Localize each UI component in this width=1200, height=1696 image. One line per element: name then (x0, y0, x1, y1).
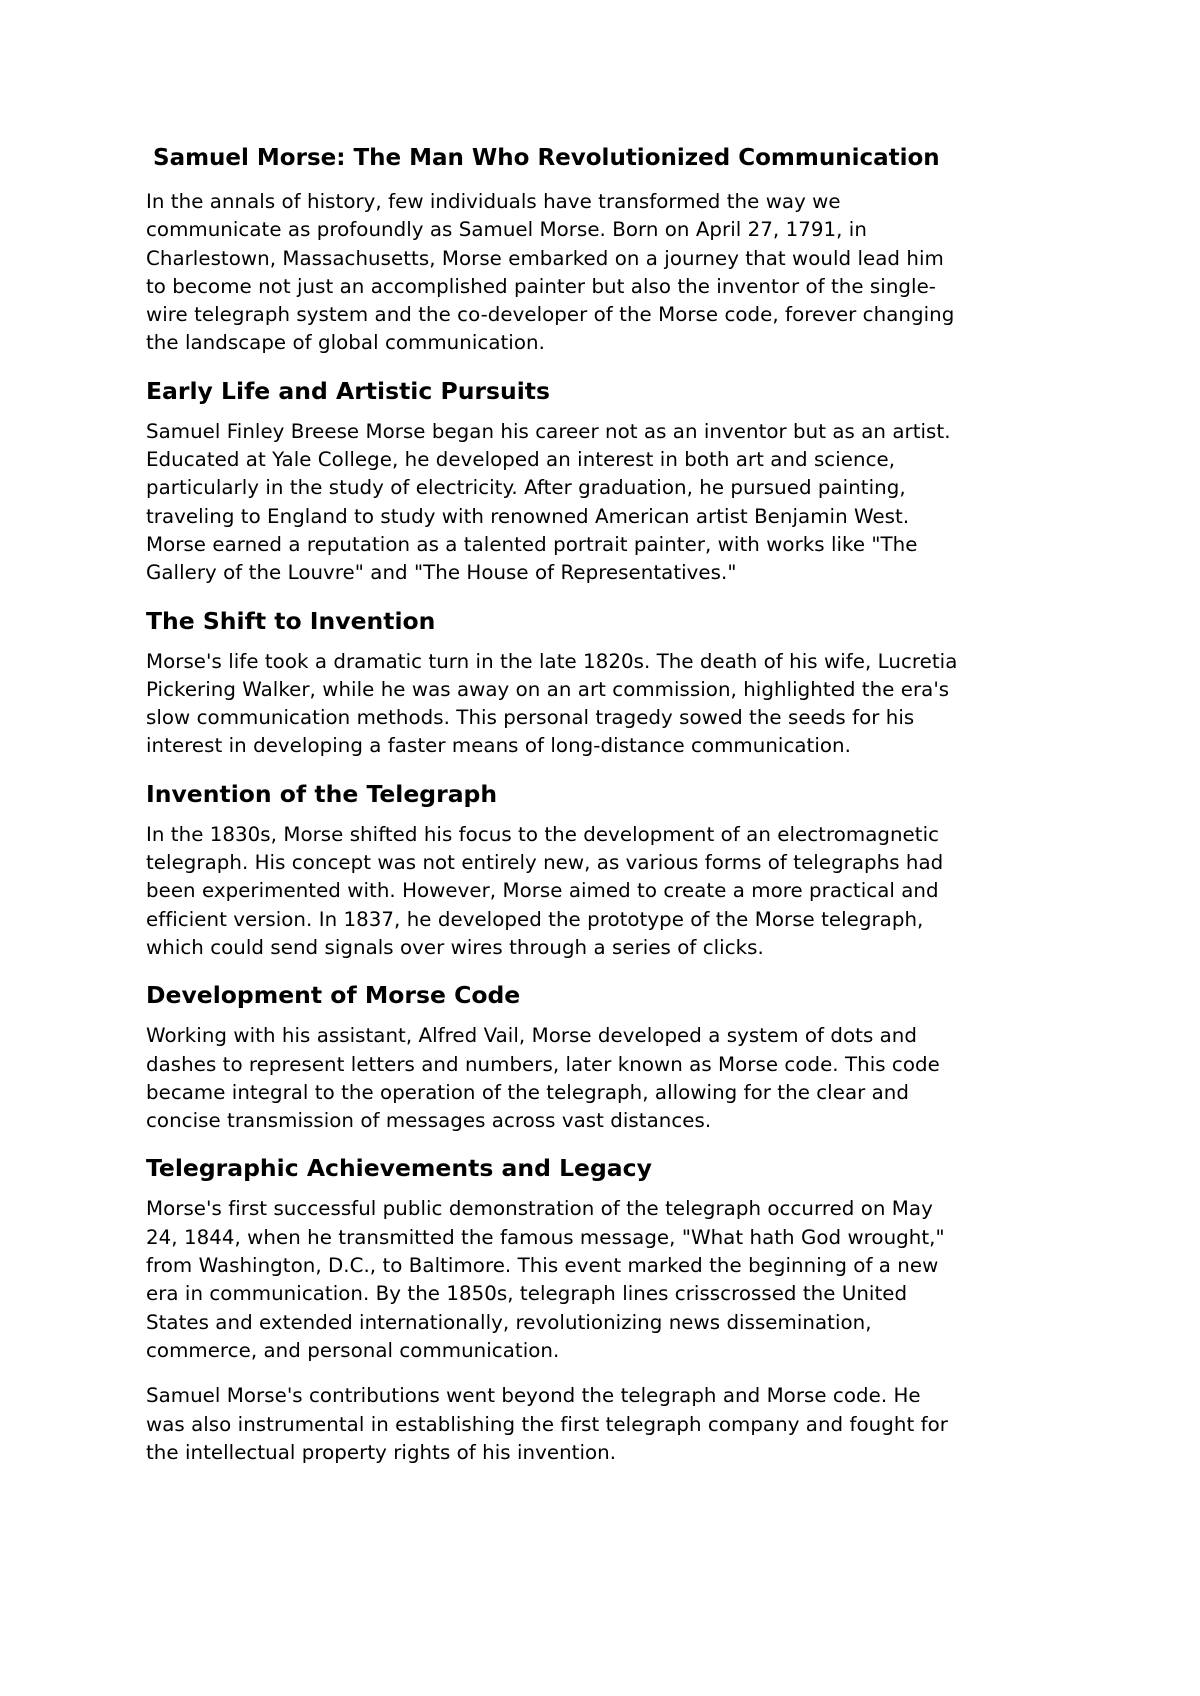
section-invention-of-telegraph (146, 778, 1076, 962)
section-paragraph (146, 821, 1076, 962)
paragraph-line: Educated at Yale College, he developed an interest in both art and science, (146, 448, 896, 472)
section-morse-code (146, 979, 1076, 1135)
paragraph-line: the intellectual property rights of his invention. (146, 1440, 617, 1464)
paragraph-line: Working with his assistant, Alfred Vail, Morse developed a system of dots and (146, 1024, 917, 1048)
paragraph-line: Pickering Walker, while he was away on an art commission, highlighted the era's (146, 677, 950, 701)
paragraph-line: Gallery of the Louvre" and "The House of Representatives." (146, 561, 737, 585)
paragraph-line: dashes to represent letters and numbers, later known as Morse code. This code (146, 1052, 940, 1076)
document-title: Samuel Morse: The Man Who Revolutionized Communication (153, 145, 940, 171)
paragraph-line: Charlestown, Massachusetts, Morse embarked on a journey that would lead him (146, 246, 944, 270)
paragraph-line: slow communication methods. This personal tragedy sowed the seeds for his (146, 706, 915, 730)
section-paragraph (146, 648, 1076, 761)
paragraph-line: Samuel Morse's contributions went beyond the telegraph and Morse code. He (146, 1384, 921, 1408)
paragraph-line: the landscape of global communication. (146, 331, 545, 355)
section-paragraph (146, 1022, 1076, 1135)
paragraph-line: to become not just an accomplished painter but also the inventor of the single- (146, 274, 936, 298)
paragraph-line: which could send signals over wires through a series of clicks. (146, 935, 764, 959)
paragraph-line: Morse's first successful public demonstration of the telegraph occurred on May (146, 1197, 933, 1221)
section-heading: Early Life and Artistic Pursuits (146, 376, 551, 405)
paragraph-line: commerce, and personal communication. (146, 1338, 560, 1362)
section-shift-to-invention (146, 605, 1076, 761)
intro-paragraph (146, 188, 1076, 358)
paragraph-line: Samuel Finley Breese Morse began his career not as an inventor but as an artist. (146, 419, 951, 443)
document-body (146, 142, 1076, 1484)
paragraph-line: interest in developing a faster means of long-distance communication. (146, 734, 851, 758)
paragraph-line: States and extended internationally, revolutionizing news dissemination, (146, 1310, 872, 1334)
paragraph-line: 24, 1844, when he transmitted the famous message, "What hath God wrought," (146, 1225, 945, 1249)
section-heading: The Shift to Invention (146, 606, 436, 635)
paragraph-line: was also instrumental in establishing the first telegraph company and fought for (146, 1412, 948, 1436)
paragraph-line: became integral to the operation of the telegraph, allowing for the clear and (146, 1080, 910, 1104)
paragraph-line: telegraph. His concept was not entirely new, as various forms of telegraphs had (146, 851, 944, 875)
closing-paragraph (146, 1382, 1076, 1467)
section-heading: Invention of the Telegraph (146, 779, 498, 808)
section-paragraph (146, 418, 1076, 588)
paragraph-line: communicate as profoundly as Samuel Morse. Born on April 27, 1791, in (146, 218, 867, 242)
paragraph-line: Morse's life took a dramatic turn in the late 1820s. The death of his wife, Lucretia (146, 649, 958, 673)
section-heading: Development of Morse Code (146, 981, 521, 1010)
paragraph-line: from Washington, D.C., to Baltimore. This event marked the beginning of a new (146, 1254, 939, 1278)
section-early-life (146, 375, 1076, 588)
section-paragraph (146, 1195, 1076, 1365)
paragraph-line: been experimented with. However, Morse aimed to create a more practical and (146, 879, 939, 903)
paragraph-line: traveling to England to study with renowned American artist Benjamin West. (146, 504, 910, 528)
paragraph-line: particularly in the study of electricity. After graduation, he pursued painting, (146, 476, 906, 500)
paragraph-line: wire telegraph system and the co-developer of the Morse code, forever changing (146, 303, 955, 327)
paragraph-line: efficient version. In 1837, he developed the prototype of the Morse telegraph, (146, 907, 924, 931)
paragraph-line: era in communication. By the 1850s, telegraph lines crisscrossed the United (146, 1282, 908, 1306)
section-achievements-legacy (146, 1152, 1076, 1365)
paragraph-line: In the annals of history, few individuals have transformed the way we (146, 190, 841, 213)
section-heading: Telegraphic Achievements and Legacy (146, 1154, 652, 1183)
paragraph-line: Morse earned a reputation as a talented portrait painter, with works like "The (146, 532, 918, 556)
paragraph-line: concise transmission of messages across vast distances. (146, 1109, 712, 1133)
paragraph-line: In the 1830s, Morse shifted his focus to the development of an electromagnetic (146, 822, 940, 846)
